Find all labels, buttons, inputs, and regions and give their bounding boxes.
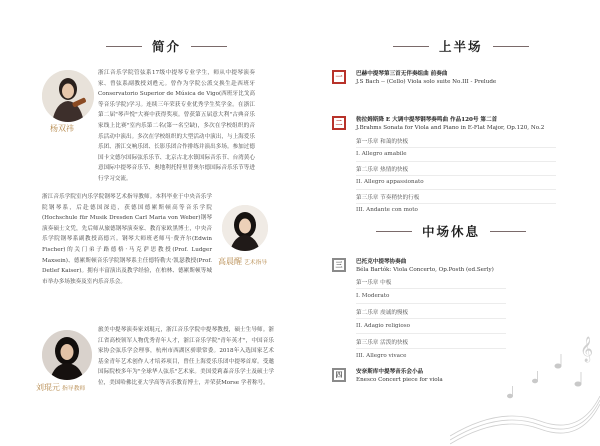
role-liu: 指导教师 <box>62 386 86 392</box>
piece-1 <box>356 70 586 86</box>
movement-divider <box>356 189 556 190</box>
movement-divider <box>356 161 556 162</box>
movement-divider <box>356 203 556 204</box>
bio-liu <box>98 325 274 425</box>
bio-gao <box>42 192 212 302</box>
piece-2-title-en: J.Brahms Sonata for Viola and Piano in E-Flat Major, Op.120, No.2 <box>356 125 545 131</box>
piece-2-title-cn: 勃拉姆斯降 E 大调中提琴钢琴奏鸣曲 作品120号 第二首 <box>356 117 498 123</box>
heading-rule-right <box>493 46 529 47</box>
name-yang: 杨双祎 <box>50 124 74 133</box>
name-gao <box>218 256 267 267</box>
treble-clef-icon: 𝄞 <box>580 337 594 362</box>
movement: 第三乐章 活泼的快板 <box>356 340 409 346</box>
bio-yang <box>98 68 255 188</box>
heading-rule-right <box>191 46 227 47</box>
intermission-heading <box>376 222 526 240</box>
movement: I. Moderato <box>356 293 390 299</box>
name-liu-text: 刘琨元 <box>36 383 60 392</box>
portrait-gao <box>222 205 268 251</box>
portrait-yang <box>42 70 94 122</box>
piece-3 <box>356 258 586 274</box>
movement: 第一乐章 和蔼的快板 <box>356 139 409 145</box>
first-half-heading <box>393 37 529 55</box>
movement: III. Andante con moto <box>356 207 418 213</box>
heading-rule-left <box>393 46 429 47</box>
intro-heading-text: 简介 <box>152 39 182 54</box>
piece-1-title-cn: 巴赫中提琴第三首无伴奏组曲 前奏曲 <box>356 71 448 77</box>
note-icon <box>575 382 581 386</box>
movement-divider <box>356 288 506 289</box>
name-liu <box>36 382 85 393</box>
piece-3-title-en: Béla Bartók: Viola Concerto, Op.Posth (ed.Serly) <box>356 267 494 273</box>
intermission-heading-text: 中场休息 <box>422 224 481 239</box>
name-gao-text: 高晨醒 <box>218 257 242 266</box>
piece-1-title-en: J.S Bach -- (Cello) Viola solo suite No.III - Prelude <box>356 79 497 85</box>
heading-rule-left <box>106 46 142 47</box>
movement: III. Allegro vivace <box>356 353 407 359</box>
note-icon <box>533 379 538 383</box>
bio-yang-text: 浙江音乐学院管弦系17级中提琴专业学生，师从中提琴演奏家、曾弦系副教授刘甦元。曾作为学院公派交换生赴西班牙Conservatorio Superior de Música de Vigo(西班牙比戈高等音乐学院)学习。连续三年荣获专业优秀学生奖学金。在浙江第二届"琴声悦"大赛中获得奖项。曾获第五届意大利"古典音乐家线上比赛"室内乐第二名(第一名空缺)，多次在学校组织的音乐活动中演出。多次在学校组织的大型活动中演出，与上海爱乐乐团、浙江交响乐团、长影乐团合作排练并演出多场。参加过德国卡文德尔国际弦乐乐节、北京古北水镇国际音乐节、台湾黄心意国际中提琴音乐节、奥地利托特里普奥尔德国际音乐乐节等进行学习交流。 <box>98 70 255 182</box>
heading-rule-left <box>376 231 412 232</box>
movement: 第二乐章 热情的快板 <box>356 167 409 173</box>
movement-divider <box>356 147 556 148</box>
bio-gao-text: 浙江音乐学院室内乐学院钢琴艺术指导教师。本科毕业于中央音乐学院钢琴系，后赴德国深造，获德国德累斯顿高等音乐学院(Hochschule für Musik Dresden Carl Maria von Weber)钢琴演奏硕士文凭，先后师从旅德钢琴演奏家、教育家欧黑博士，中央音乐学院钢琴系副教授高德兴。钢琴大师班老师马·费齐尔(Edwin Fischer)的关门弟子路德格·马克萨思教授(Prof. Ludger Maxsein)、德累斯顿音乐学院钢琴系主任德特勒夫·凯瑟教授(Prof. Detlef Kaiser)。拥有丰富演出及教学经验，在柏林、德累斯顿等城市举办多场独奏及室内乐音乐会。 <box>42 194 212 285</box>
movement: I. Allegro amabile <box>356 151 407 157</box>
intro-heading <box>106 37 227 55</box>
piece-4-title-cn: 安奈斯库中提琴音乐会小品 <box>356 369 424 375</box>
movement: 第三乐章 节奏稍快的行板 <box>356 195 420 201</box>
heading-rule-right <box>490 231 526 232</box>
note-icon <box>508 394 513 398</box>
movement-divider <box>356 175 556 176</box>
music-notes-decoration <box>450 326 600 446</box>
bio-liu-text: 旅美中提琴演奏家刘琨元，浙江音乐学院中提琴教授，硕士生导师。浙江省高校领军人物优秀青年人才，浙江音乐学院"青年英才"，中国音乐家协会弦乐学会理事，杭州市西湖区骄联常委。2018年入选国家艺术基金青年艺术创作人才培养项目，曾任上海爱乐乐团中提琴首席。受邀国际院校多年为"全球华人弦乐"艺术家。美国爱莉森音乐学士及硕士学位，美国哈佛比亚大学高等音乐教育博士，并荣获Morse 学者称号。 <box>98 327 274 386</box>
piece-number-badge: 二 <box>332 116 346 130</box>
portrait-liu <box>42 330 92 380</box>
first-half-heading-text: 上半场 <box>439 39 483 54</box>
movement: II. Adagio religioso <box>356 323 410 329</box>
movement-divider <box>356 303 506 304</box>
piece-number-badge: 一 <box>332 70 346 84</box>
movement: II. Allegro appassionato <box>356 179 424 185</box>
piece-4-title-en: Enesco Concert piece for viola <box>356 377 443 383</box>
piece-2 <box>356 116 596 132</box>
movement-divider <box>356 318 506 319</box>
piece-3-title-cn: 巴托克中提琴协奏曲 <box>356 259 407 265</box>
note-icon <box>555 364 561 368</box>
piece-number-badge: 三 <box>332 258 346 272</box>
movement: 第一乐章 中板 <box>356 280 392 286</box>
role-gao: 艺术指导 <box>244 260 268 266</box>
piece-number-badge: 四 <box>332 368 346 382</box>
movement: 第二乐章 虔诚的慢板 <box>356 310 409 316</box>
